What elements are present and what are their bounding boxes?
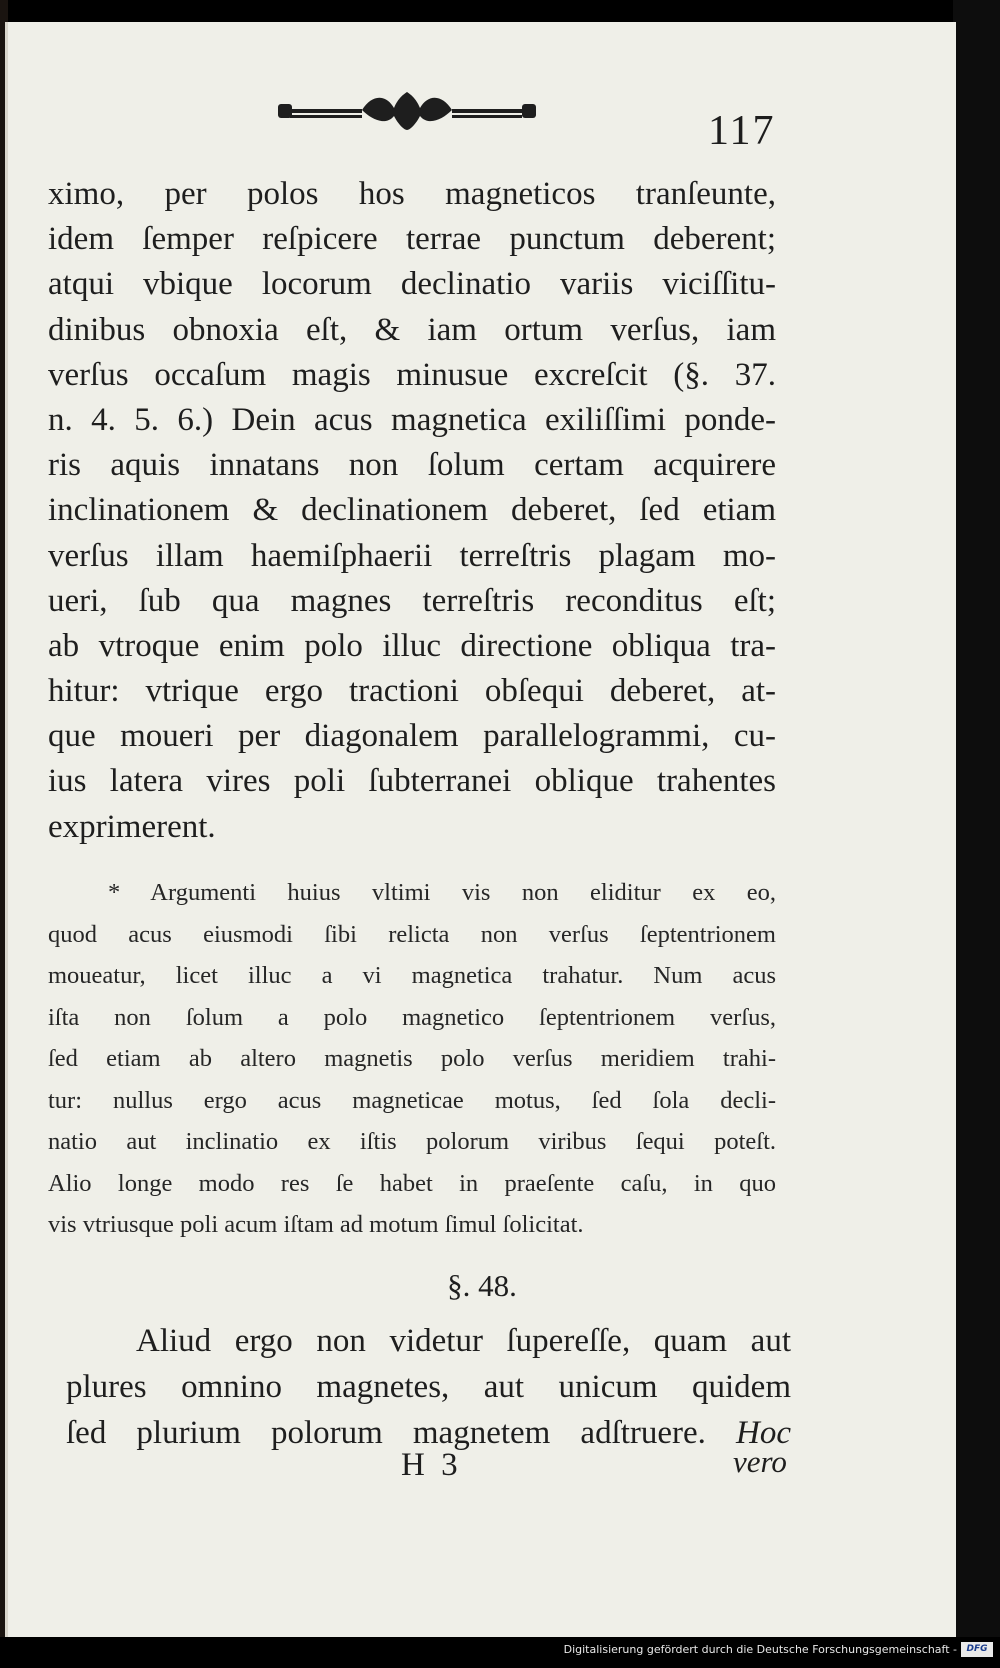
- text-line: atqui vbique locorum declinatio variis viciſſitu-: [48, 266, 776, 303]
- text-line-body: ſed plurium polorum magnetem adſtruere.: [66, 1415, 706, 1451]
- text-line: ximo, per polos hos magneticos tranſeunte,: [48, 176, 776, 212]
- text-line: dinibus obnoxia eſt, & iam ortum verſus, iam: [48, 311, 776, 348]
- dfg-logo: DFG: [961, 1642, 993, 1657]
- footnote-line: Alio longe modo res ſe habet in praeſente caſu, in quo: [48, 1169, 776, 1197]
- scan-background: [953, 0, 1000, 1668]
- footnote-line: vis vtriusque poli acum iſtam ad motum ſimul ſolicitat.: [48, 1211, 584, 1238]
- text-line: plures omnino magnetes, aut unicum quidem: [66, 1369, 791, 1405]
- footnote-block: [48, 872, 776, 1246]
- funding-credit: Digitalisierung gefördert durch die Deutsche Forschungsgemeinschaft -: [563, 1643, 957, 1656]
- text-line: ris aquis innatans non ſolum certam acquirere: [48, 447, 776, 484]
- text-line-italic-word: Hoc: [736, 1415, 792, 1451]
- text-line: ius latera vires poli ſubterranei oblique trahentes: [48, 763, 776, 800]
- text-line: verſus illam haemiſphaerii terreſtris plagam mo-: [48, 537, 776, 574]
- text-line: exprimerent.: [48, 808, 216, 845]
- book-page: [5, 22, 956, 1637]
- page-number: 117: [708, 108, 776, 154]
- text-line: inclinationem & declinationem deberet, ſed etiam: [48, 492, 776, 529]
- text-line: idem ſemper reſpicere terrae punctum deberent;: [48, 221, 776, 258]
- footnote-line: moueatur, licet illuc a vi magnetica trahatur. Num acus: [48, 962, 776, 989]
- text-line: verſus occaſum magis minusue excreſcit (§. 37.: [48, 356, 776, 393]
- footnote-line: quod acus eiusmodi ſibi relicta non verſus ſeptentrionem: [48, 920, 776, 948]
- catchword: vero: [733, 1444, 787, 1479]
- section-heading: §. 48.: [447, 1268, 517, 1303]
- section-text-block: [66, 1318, 791, 1456]
- footnote-line: tur: nullus ergo acus magneticae motus, ſed ſola decli-: [48, 1086, 776, 1114]
- text-line: ab vtroque enim polo illuc directione obliqua tra-: [48, 627, 776, 664]
- text-line: hitur: vtrique ergo tractioni obſequi deberet, at-: [48, 673, 776, 710]
- signature-mark: H 3: [401, 1447, 462, 1483]
- footnote-line: iſta non ſolum a polo magnetico ſeptentrionem verſus,: [48, 1003, 776, 1031]
- headpiece-ornament: [276, 90, 538, 132]
- text-line: que moueri per diagonalem parallelogrammi, cu-: [48, 718, 776, 755]
- text-line: Aliud ergo non videtur ſupereſſe, quam aut: [136, 1323, 791, 1359]
- text-line: n. 4. 5. 6.) Dein acus magnetica exiliſſimi ponde-: [48, 401, 776, 438]
- text-line: ueri, ſub qua magnes terreſtris reconditus eſt;: [48, 582, 776, 619]
- footnote-line: ſed etiam ab altero magnetis polo verſus meridiem trahi-: [48, 1045, 776, 1072]
- main-text-block: [48, 172, 776, 850]
- footnote-line: natio aut inclinatio ex iſtis polorum viribus ſequi poteſt.: [48, 1128, 776, 1155]
- footnote-line: * Argumenti huius vltimi vis non eliditur ex eo,: [108, 879, 776, 906]
